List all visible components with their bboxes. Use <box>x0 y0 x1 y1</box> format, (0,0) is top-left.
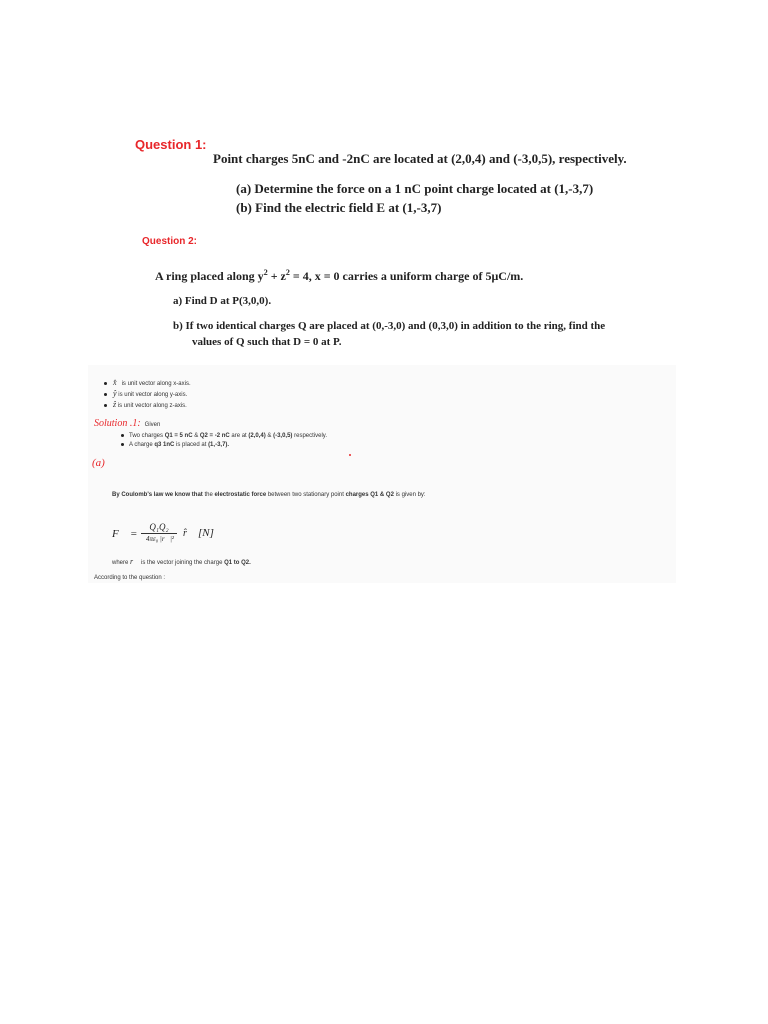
question-2-part-b-line-1: b) If two identical charges Q are placed at (0,-3,0) and (0,3,0) in addition to the ring, find the <box>173 320 606 332</box>
question-2-heading: Question 2: <box>142 236 198 247</box>
question-1-part-a: (a) Determine the force on a 1 nC point charge located at (1,-3,7) <box>236 181 594 196</box>
question-1-statement: Point charges 5nC and -2nC are located at (2,0,4) and (-3,0,5), respectively. <box>213 151 627 166</box>
question-1-part-b: (b) Find the electric field E at (1,-3,7) <box>236 200 442 215</box>
question-2-part-a: a) Find D at P(3,0,0). <box>173 295 272 307</box>
bullet-unit-y: ŷ is unit vector along y-axis. <box>104 389 187 398</box>
bullet-unit-z: ẑ is unit vector along z-axis. <box>104 400 187 409</box>
question-2-part-b-line-2: values of Q such that D = 0 at P. <box>192 336 342 348</box>
question-2-statement: A ring placed along $y^2 + z^2 = 4$, x = 0 carries a uniform charge of 5μC/m. <box>155 268 524 283</box>
where-sentence: where r⃗ is the vector joining the charge Q1 to Q2. <box>112 557 251 566</box>
given-charges: Two charges Q1 = 5 nC & Q2 = -2 nC are at (2,0,4) & (-3,0,5) respectively. <box>121 433 327 439</box>
coulomb-law-sentence: By Coulomb's law we know that the electrostatic force between two stationary point charges Q1 & Q2 is given by: <box>112 492 426 498</box>
part-a-label: (a) <box>92 457 105 469</box>
given-test-charge: A charge q3 1nC is placed at (1,-3,7). <box>121 442 229 448</box>
red-dot-mark <box>349 454 351 456</box>
solution-label: Solution .1: Given <box>94 418 161 429</box>
question-1-heading: Question 1: <box>135 137 207 152</box>
bullet-unit-x: x̂ is unit vector along x-axis. <box>104 378 191 387</box>
according-text: According to the question : <box>94 575 166 581</box>
